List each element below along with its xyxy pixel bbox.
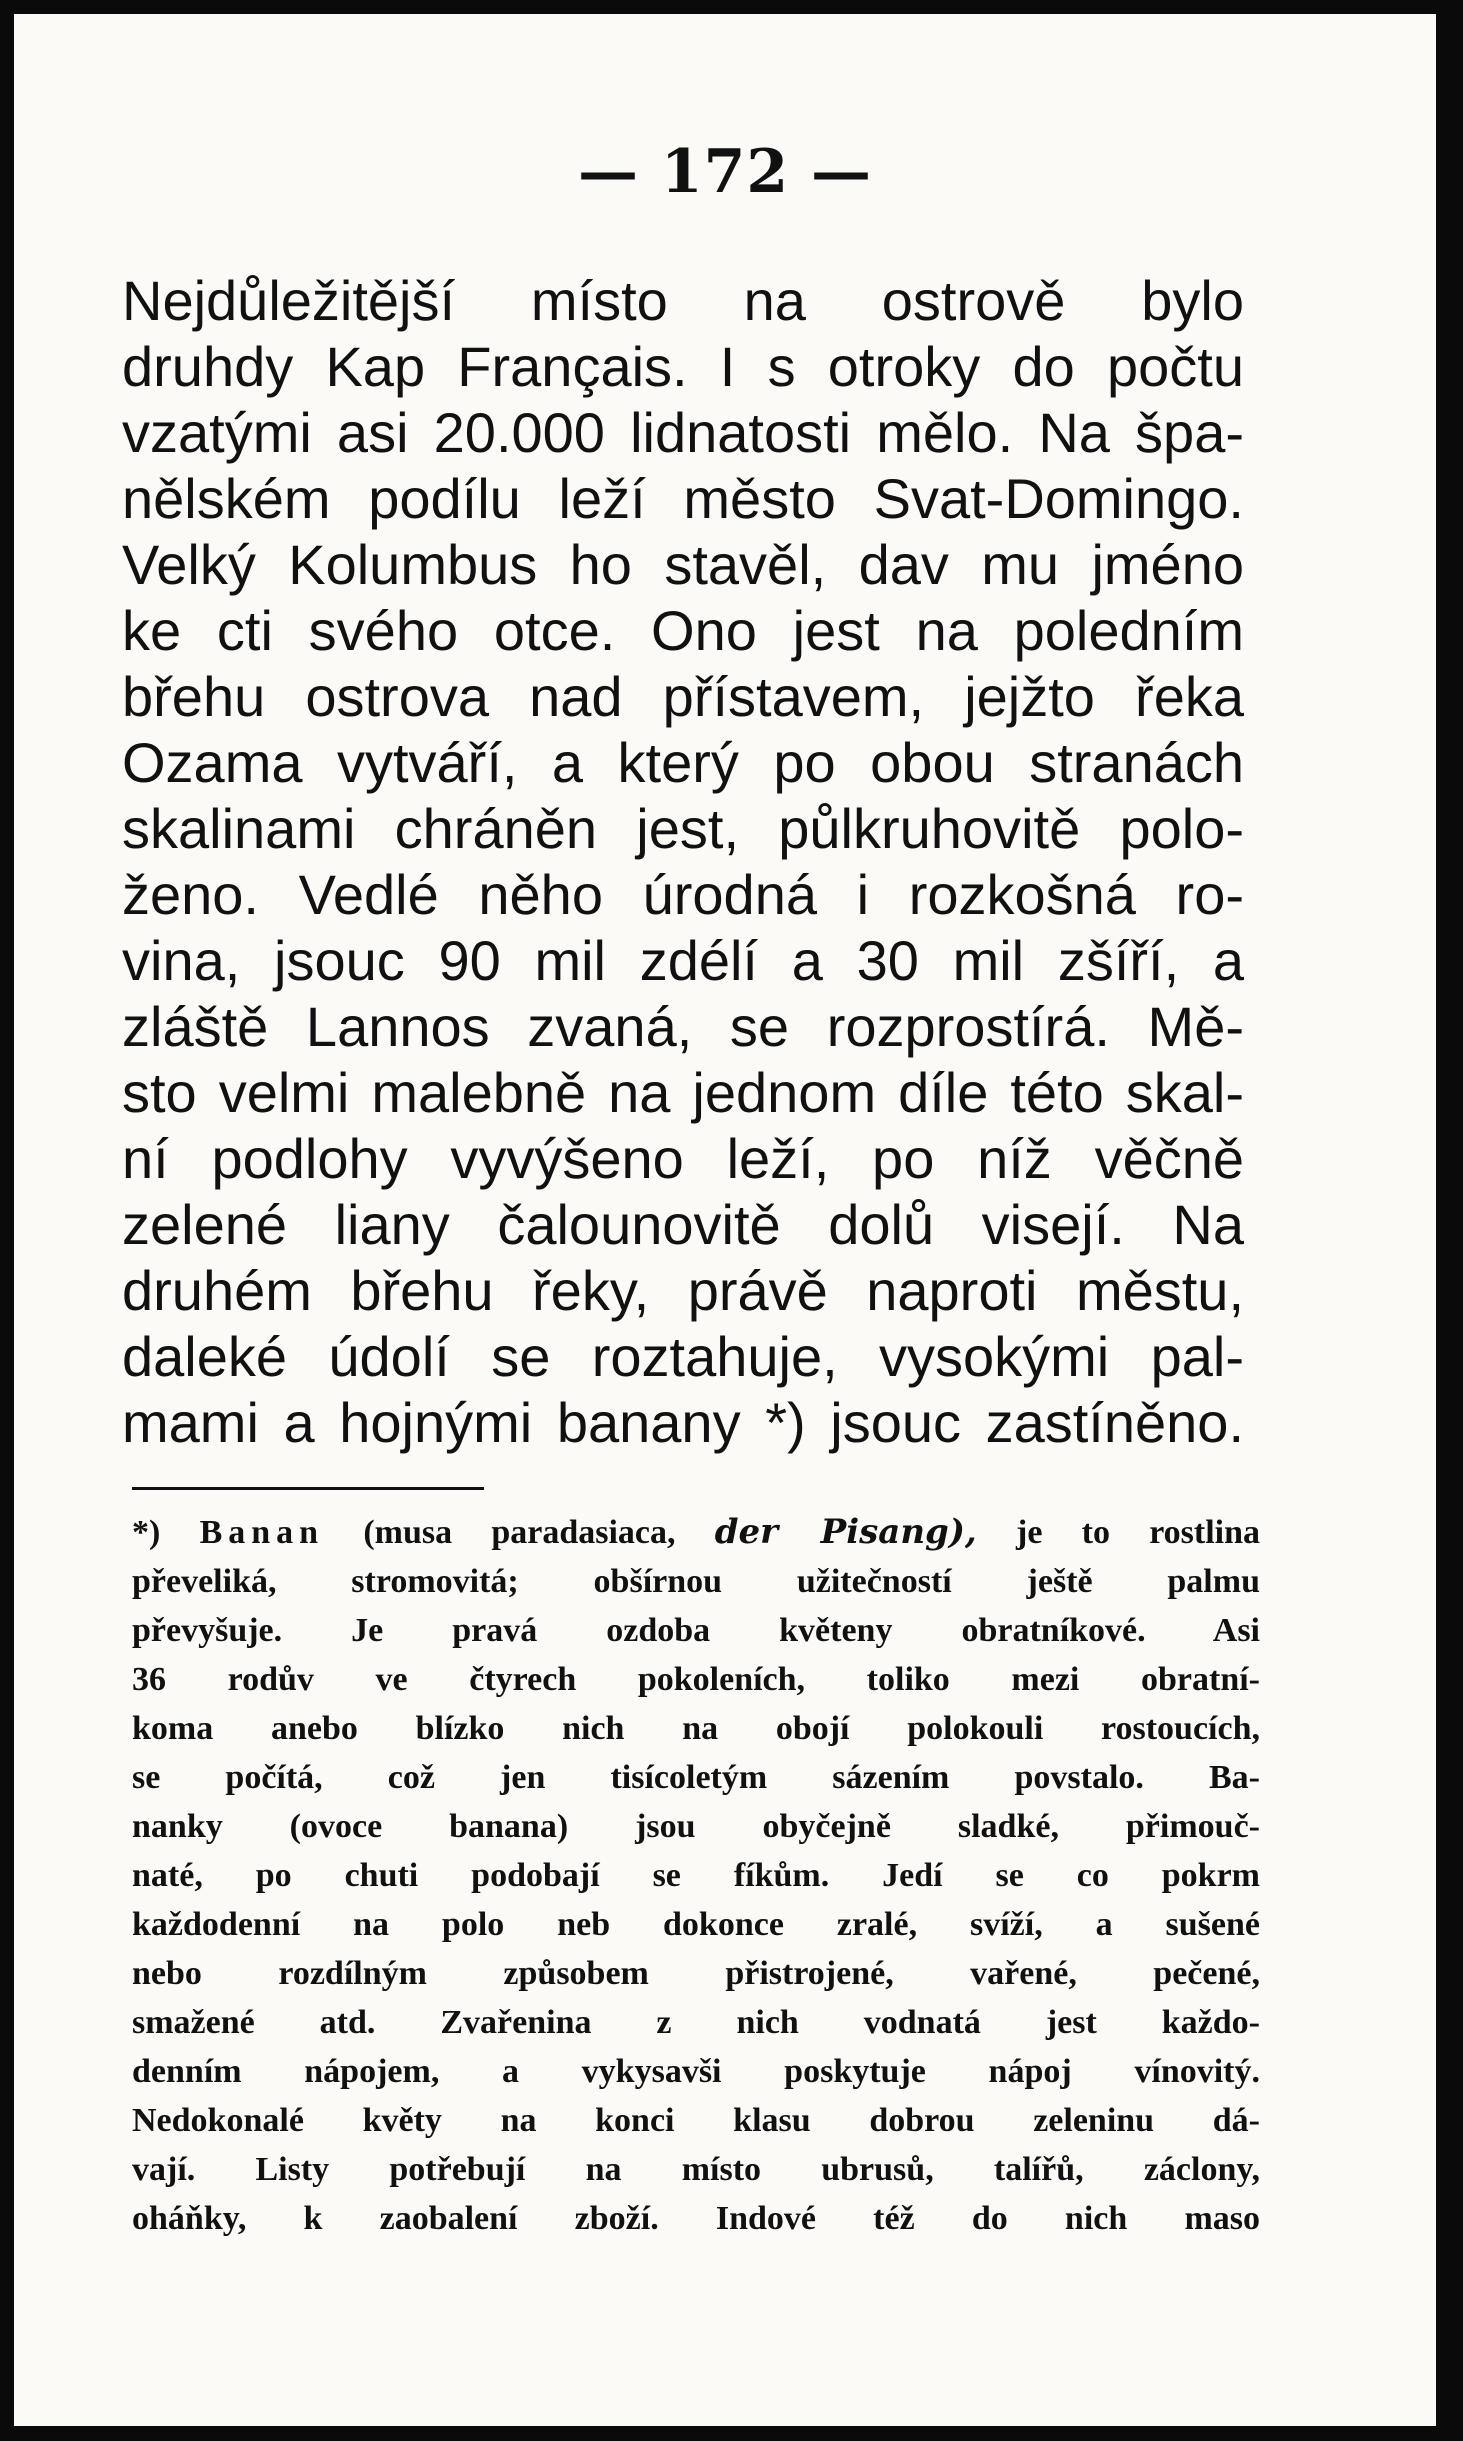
text-line: ke cti svého otce. Ono jest na poledním [122, 599, 1244, 662]
text-line: daleké údolí se roztahuje, vysokými pal- [122, 1325, 1244, 1388]
footnote-first-line [132, 1508, 1260, 1557]
footnote [132, 1508, 1260, 2243]
footnote-line: oháňky, k zaobalení zboží. Indové též do nich maso [132, 2200, 1260, 2237]
text-line: Ozama vytváří, a který po obou stranách [122, 731, 1244, 794]
footnote-line: vají. Listy potřebují na místo ubrusů, talířů, záclony, [132, 2151, 1260, 2188]
text-line: zláště Lannos zvaná, se rozprostírá. Mě- [122, 995, 1244, 1058]
footnote-line: převeliká, stromovitá; obšírnou užitečností ještě palmu [132, 1563, 1260, 1600]
footnote-marker: *) [132, 1514, 161, 1551]
footnote-line: naté, po chuti podobají se fíkům. Jedí se co pokrm [132, 1857, 1260, 1894]
text-line: ní podlohy vyvýšeno leží, po níž věčně [122, 1127, 1244, 1190]
text-line: Nejdůležitější místo na ostrově bylo [122, 269, 1244, 332]
book-page [14, 14, 1436, 2426]
footnote-line: denním nápojem, a vykysavši poskytuje nápoj vínovitý. [132, 2053, 1260, 2090]
footnote-divider [132, 1487, 484, 1490]
text-line: vina, jsouc 90 mil zdélí a 30 mil zšíří, a [122, 929, 1244, 992]
footnote-line: každodenní na polo neb dokonce zralé, svíží, a sušené [132, 1906, 1260, 1943]
footnote-line: nebo rozdílným způsobem přistrojené, vařené, pečené, [132, 1955, 1260, 1992]
footnote-term: Banan [199, 1514, 325, 1551]
text-line: druhém břehu řeky, právě naproti městu, [122, 1259, 1244, 1322]
footnote-line: koma anebo blízko nich na obojí polokouli rostoucích, [132, 1710, 1260, 1747]
footnote-line: nanky (ovoce banana) jsou obyčejně sladké, přimouč- [132, 1808, 1260, 1845]
footnote-line: převyšuje. Je pravá ozdoba květeny obratníkové. Asi [132, 1612, 1260, 1649]
footnote-line: se počítá, což jen tisícoletým sázením povstalo. Ba- [132, 1759, 1260, 1796]
text-line: zelené liany čalounovitě dolů visejí. Na [122, 1193, 1244, 1256]
text-line: vzatými asi 20.000 lidnatosti mělo. Na špa- [122, 401, 1244, 464]
text-line: ženo. Vedlé něho úrodná i rozkošná ro- [122, 863, 1244, 926]
footnote-line: smažené atd. Zvařenina z nich vodnatá jest každo- [132, 2004, 1260, 2041]
text-line: Velký Kolumbus ho stavěl, dav mu jméno [122, 533, 1244, 596]
main-text [122, 268, 1244, 1456]
text-line: mami a hojnými banany *) jsouc zastíněno. [122, 1391, 1244, 1454]
footnote-first-line-end: je to rostlina [1016, 1514, 1261, 1551]
footnote-line: 36 rodův ve čtyrech pokoleních, toliko mezi obratní- [132, 1661, 1260, 1698]
text-line: nělském podílu leží město Svat-Domingo. [122, 467, 1244, 530]
text-line: břehu ostrova nad přístavem, jejžto řeka [122, 665, 1244, 728]
text-line: skalinami chráněn jest, půlkruhovitě polo- [122, 797, 1244, 860]
text-line: druhdy Kap Français. I s otroky do počtu [122, 335, 1244, 398]
text-line: sto velmi malebně na jednom díle této skal- [122, 1061, 1244, 1124]
footnote-line: Nedokonalé květy na konci klasu dobrou zeleninu dá- [132, 2102, 1260, 2139]
page-number: — 172 — [577, 137, 873, 207]
footnote-latin-name: (musa paradasiaca, [363, 1514, 676, 1551]
footnote-german-name: der Pisang), [714, 1512, 977, 1552]
